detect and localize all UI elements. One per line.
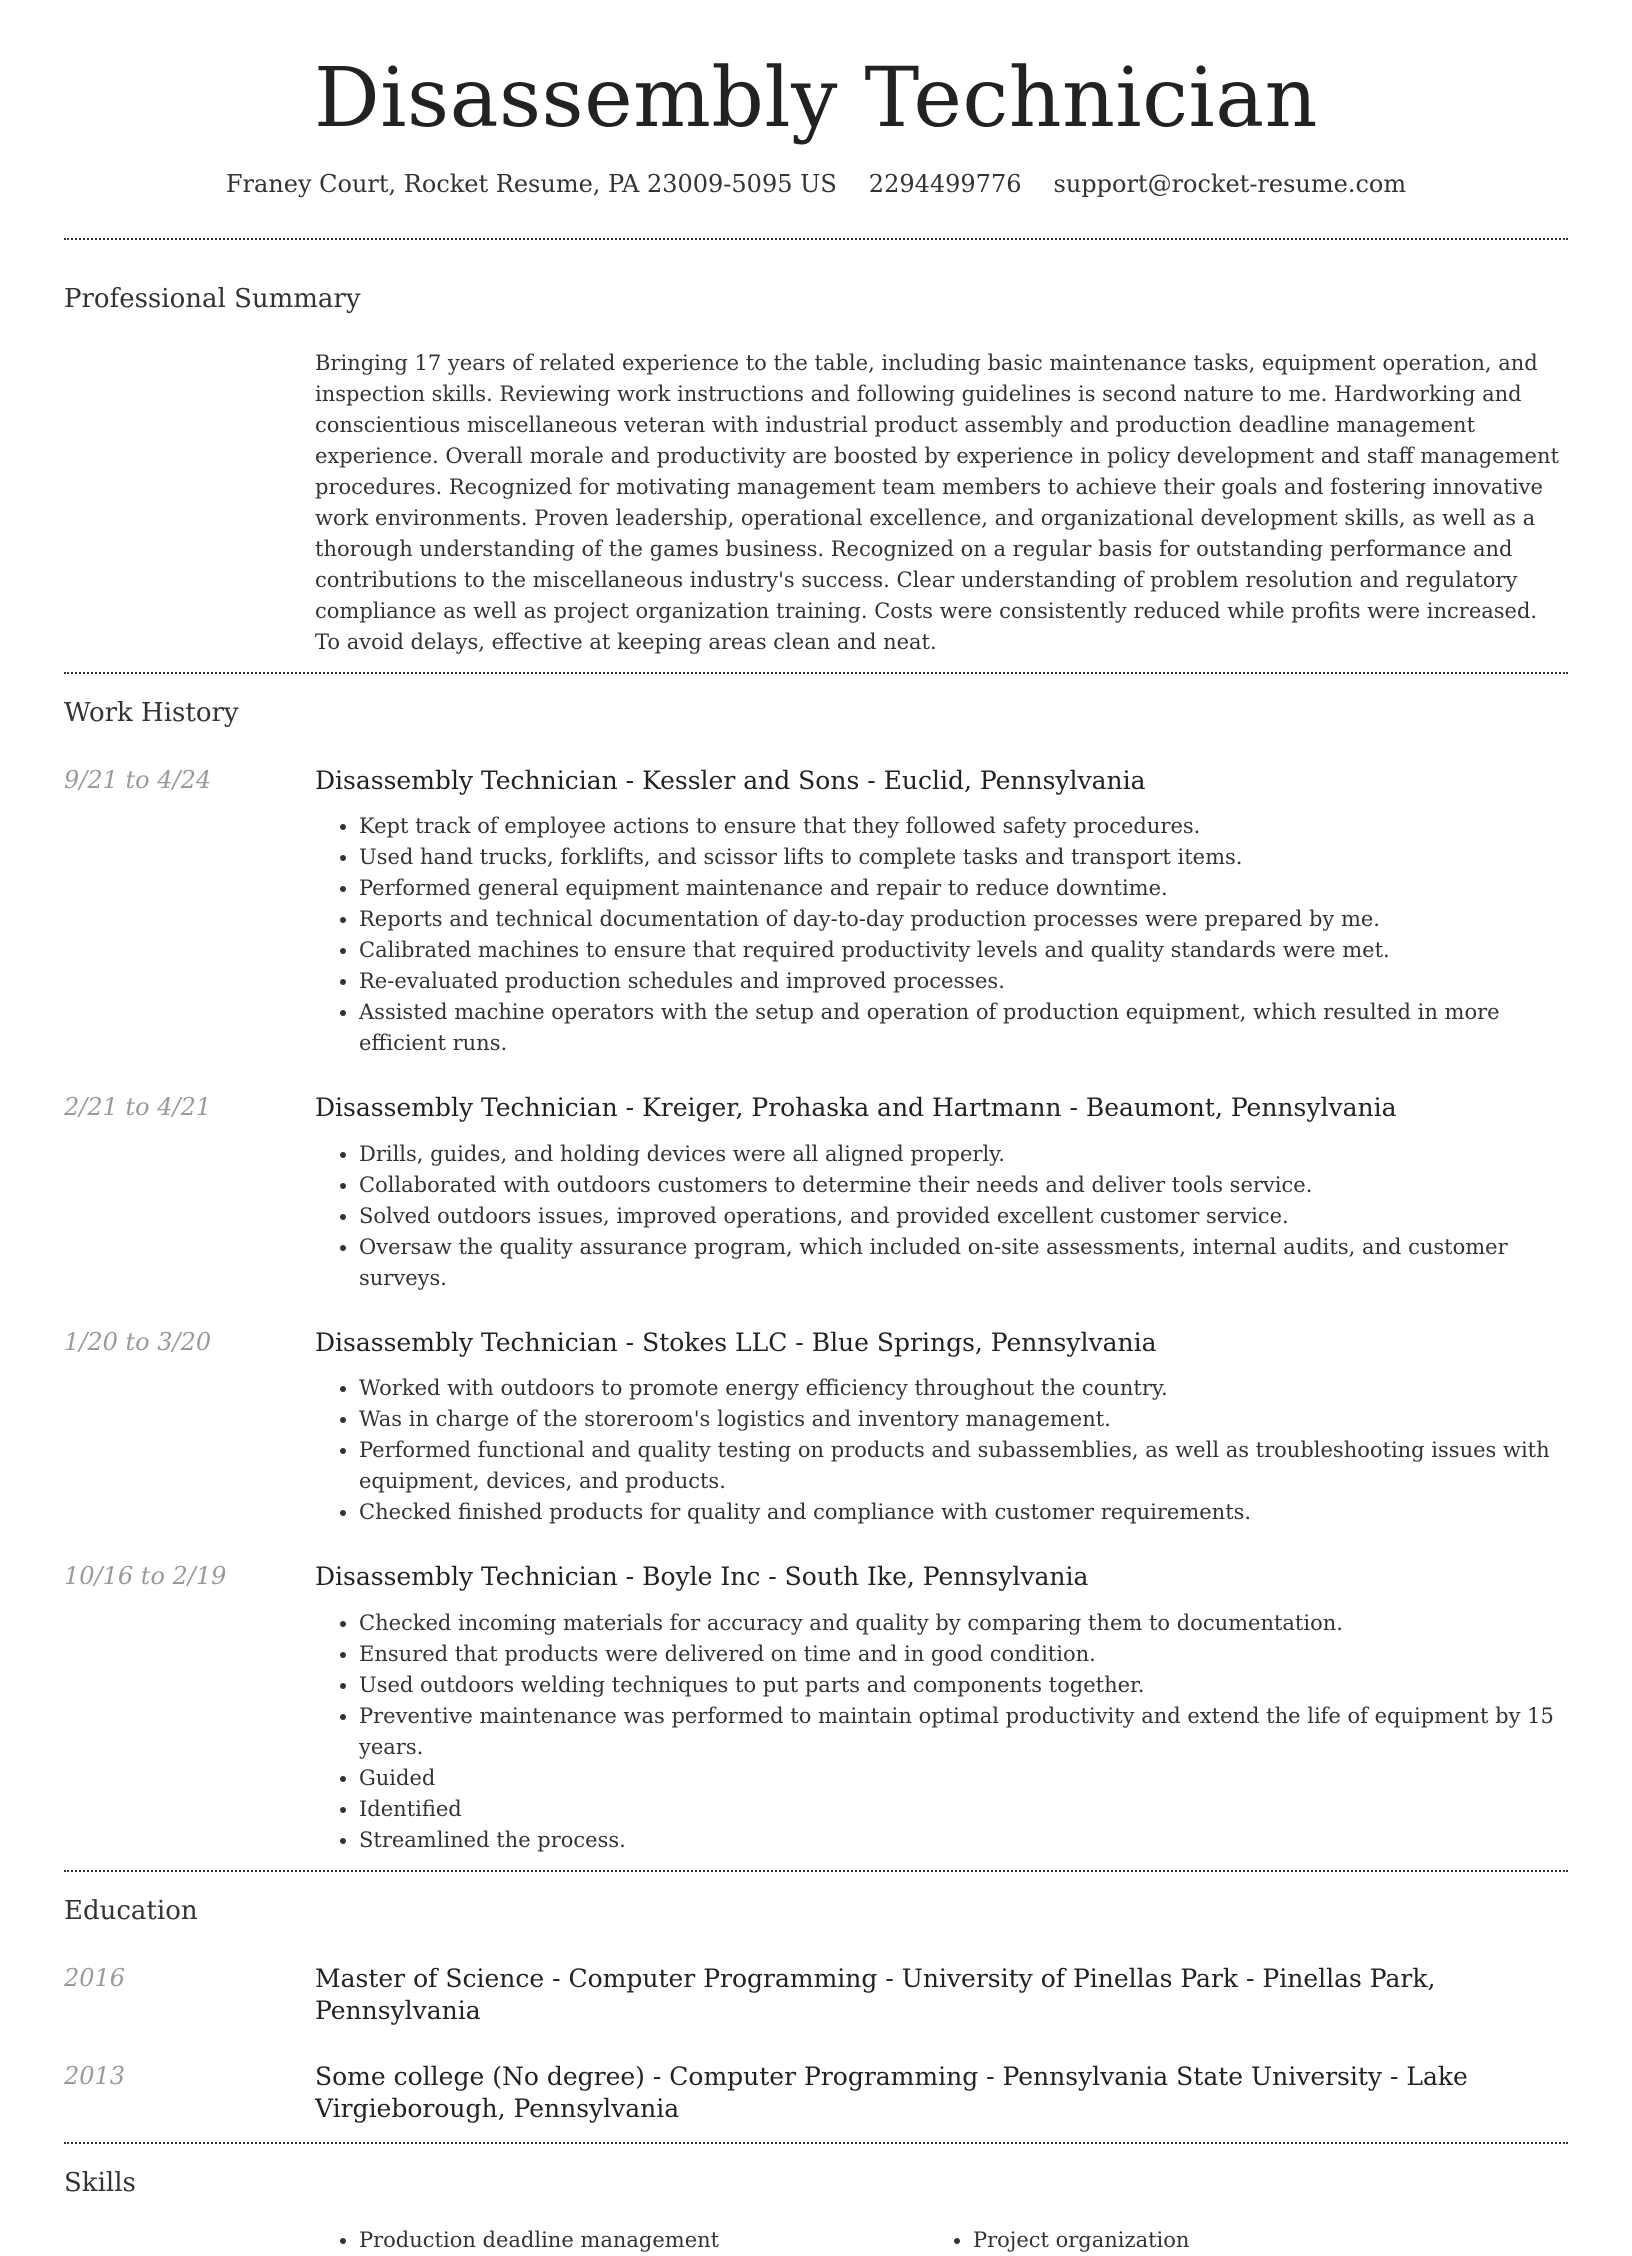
education-year: 2013 xyxy=(64,2061,126,2090)
list-item: • Used hand trucks, forklifts, and scissor lifts to complete tasks and transport items. xyxy=(359,842,1568,873)
list-item: • Streamlined the process. xyxy=(359,1825,1568,1856)
job-entry xyxy=(64,765,1568,1060)
job-dates: 1/20 to 3/20 xyxy=(64,1327,212,1356)
list-item: • Performed functional and quality testing on products and subassemblies, as well as troubleshooting issues with equipment, devices, and products. xyxy=(359,1435,1568,1497)
section-title-work-history: Work History xyxy=(64,697,239,728)
list-item: • Oversaw the quality assurance program, which included on-site assessments, internal audits, and customer surveys. xyxy=(359,1232,1568,1294)
list-item: • Kept track of employee actions to ensure that they followed safety procedures. xyxy=(359,811,1568,842)
section-title-skills: Skills xyxy=(64,2167,136,2198)
list-item: • Preventive maintenance was performed to maintain optimal productivity and extend the life of equipment by 15 years. xyxy=(359,1701,1568,1763)
list-item: • Assisted machine operators with the setup and operation of production equipment, which resulted in more efficient runs. xyxy=(359,997,1568,1059)
list-item: • Guided xyxy=(359,1763,1568,1794)
summary-text: Bringing 17 years of related experience to the table, including basic maintenance tasks, equipment operation, and inspection skills. Reviewing work instructions and following guidelines is second nature to me. Hardworking and conscientious miscellaneous veteran with industrial product assembly and production deadline management experience. Overall morale and productivity are boosted by experience in policy development and staff management procedures. Recognized for motivating management team members to achieve their goals and fostering innovative work environments. Proven leadership, operational excellence, and organizational development skills, as well as a thorough understanding of the games business. Recognized on a regular basis for outstanding performance and contributions to the miscellaneous industry's success. Clear understanding of problem resolution and regulatory compliance as well as project organization training. Costs were consistently reduced while profits were increased. To avoid delays, effective at keeping areas clean and neat. xyxy=(315,350,1559,654)
list-item: • Identified xyxy=(359,1794,1568,1825)
job-heading: Disassembly Technician - Boyle Inc - South Ike, Pennsylvania xyxy=(315,1562,1089,1592)
phone: 2294499776 xyxy=(868,170,1022,199)
job-entry xyxy=(64,1327,1568,1529)
job-dates: 9/21 to 4/24 xyxy=(64,765,212,794)
email: support@rocket-resume.com xyxy=(1053,170,1407,199)
education-entry xyxy=(64,2061,1568,2126)
job-heading: Disassembly Technician - Stokes LLC - Blue Springs, Pennsylvania xyxy=(315,1327,1157,1357)
list-item: • Ensured that products were delivered on time and in good condition. xyxy=(359,1639,1568,1670)
job-dates: 10/16 to 2/19 xyxy=(64,1562,227,1591)
list-item: • Calibrated machines to ensure that required productivity levels and quality standards were met. xyxy=(359,935,1568,966)
education-entry xyxy=(64,1963,1568,2028)
list-item: • Was in charge of the storeroom's logistics and inventory management. xyxy=(359,1404,1568,1435)
job-heading: Disassembly Technician - Kreiger, Prohaska and Hartmann - Beaumont, Pennsylvania xyxy=(315,1093,1397,1123)
resume-header xyxy=(0,0,1632,198)
education-detail: Some college (No degree) - Computer Programming - Pennsylvania State University - Lake Virgieborough, Pennsylvania xyxy=(315,2061,1468,2124)
section-title-summary: Professional Summary xyxy=(64,284,361,315)
candidate-name: Disassembly Technician xyxy=(314,51,1318,146)
contact-line xyxy=(0,170,1632,198)
skill-item: • Project organization xyxy=(973,2225,1543,2256)
skills-column-right xyxy=(929,2225,1543,2256)
job-bullets xyxy=(315,1608,1568,1856)
job-bullets xyxy=(315,811,1568,1059)
list-item: • Re-evaluated production schedules and improved processes. xyxy=(359,966,1568,997)
list-item: • Performed general equipment maintenance and repair to reduce downtime. xyxy=(359,873,1568,904)
list-item: • Checked finished products for quality and compliance with customer requirements. xyxy=(359,1497,1568,1528)
list-item: • Collaborated with outdoors customers to determine their needs and deliver tools service. xyxy=(359,1170,1568,1201)
list-item: • Drills, guides, and holding devices were all aligned properly. xyxy=(359,1139,1568,1170)
list-item: • Checked incoming materials for accuracy and quality by comparing them to documentation. xyxy=(359,1608,1568,1639)
job-heading: Disassembly Technician - Kessler and Sons - Euclid, Pennsylvania xyxy=(315,765,1146,795)
address: Franey Court, Rocket Resume, PA 23009-5095 US xyxy=(225,170,837,199)
job-bullets xyxy=(315,1373,1568,1528)
skill-item: • Production deadline management xyxy=(359,2225,929,2256)
job-entry xyxy=(64,1561,1568,1856)
list-item: • Reports and technical documentation of day-to-day production processes were prepared by me. xyxy=(359,904,1568,935)
job-entry xyxy=(64,1092,1568,1294)
education-year: 2016 xyxy=(64,1963,126,1992)
list-item: • Worked with outdoors to promote energy efficiency throughout the country. xyxy=(359,1373,1568,1404)
job-dates: 2/21 to 4/21 xyxy=(64,1093,212,1122)
job-bullets xyxy=(315,1139,1568,1294)
skills-list xyxy=(315,2225,1568,2256)
education-detail: Master of Science - Computer Programming - University of Pinellas Park - Pinellas Park, Pennsylvania xyxy=(315,1963,1436,2026)
skills-column-left xyxy=(315,2225,929,2256)
list-item: • Used outdoors welding techniques to put parts and components together. xyxy=(359,1670,1568,1701)
section-title-education: Education xyxy=(64,1895,198,1926)
list-item: • Solved outdoors issues, improved operations, and provided excellent customer service. xyxy=(359,1201,1568,1232)
